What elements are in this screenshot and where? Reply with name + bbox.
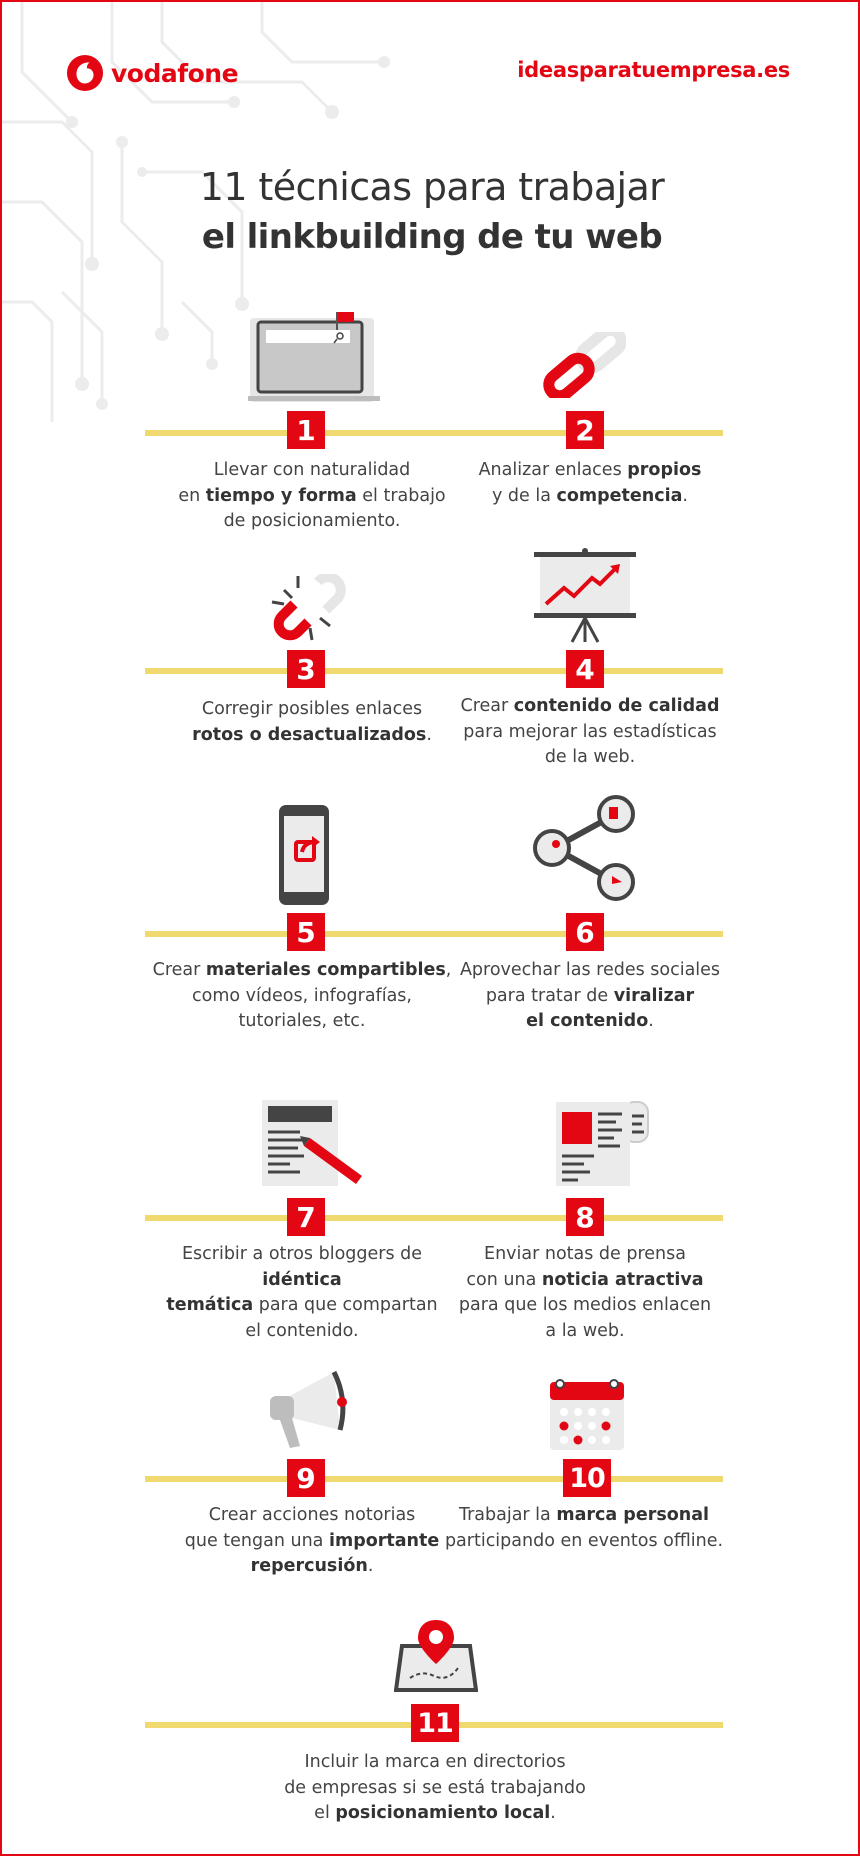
text-run: Crear: [460, 696, 514, 716]
emphasis-text: viralizar: [613, 985, 695, 1006]
description-line: [430, 458, 750, 484]
emphasis-text: el contenido: [526, 1011, 649, 1031]
megaphone-icon: [268, 1368, 352, 1454]
step-description: [152, 458, 472, 535]
description-line: [152, 458, 472, 484]
text-run: Escribir a otros bloggers de: [181, 1244, 423, 1264]
text-run: Trabajar la: [458, 1505, 557, 1525]
description-line: [152, 697, 472, 723]
step-number-badge: 11: [411, 1704, 459, 1742]
title-line-1: 11 técnicas para trabajar: [199, 165, 665, 209]
emphasis-text: materiales compartibles: [205, 960, 446, 980]
title-line-2: el linkbuilding de tu web: [201, 217, 663, 257]
text-run: Enviar notas de prensa: [484, 1244, 686, 1264]
step-number-badge: 6: [566, 913, 604, 951]
description-line: [430, 694, 750, 720]
text-run: Aprovechar las redes sociales: [459, 960, 721, 980]
text-run: .: [648, 1011, 654, 1031]
presentation-chart-icon: [534, 548, 636, 644]
step-description: [430, 458, 750, 509]
step-description: [424, 1503, 744, 1554]
text-run: para que los medios enlacen: [458, 1295, 712, 1315]
text-run: para mejorar las estadísticas: [463, 721, 717, 742]
social-share-icon: [532, 794, 636, 902]
emphasis-text: contenido de calidad: [513, 696, 720, 716]
description-line: [152, 509, 472, 535]
step-description: [275, 1750, 595, 1827]
description-line: [142, 1293, 462, 1319]
emphasis-text: repercusión: [250, 1556, 368, 1576]
divider-line-1: [145, 430, 723, 436]
emphasis-text: tiempo y forma: [205, 485, 357, 506]
text-run: participando en eventos offline.: [444, 1530, 724, 1551]
site-url: ideasparatuempresa.es: [517, 58, 790, 82]
step-number-badge: 10: [563, 1459, 611, 1497]
description-line: [425, 1242, 745, 1268]
description-line: [425, 1293, 745, 1319]
description-line: [142, 1009, 462, 1035]
text-run: .: [367, 1556, 374, 1576]
text-run: Analizar enlaces: [478, 460, 628, 480]
vodafone-logo: [66, 54, 238, 92]
emphasis-text: noticia atractiva: [541, 1269, 704, 1290]
text-run: para tratar de: [485, 985, 614, 1006]
step-description: [430, 958, 750, 1035]
step-description: [152, 697, 472, 748]
vodafone-speechmark-icon: [66, 54, 104, 92]
description-line: [430, 484, 750, 510]
description-line: [430, 720, 750, 746]
text-run: ,: [445, 960, 452, 980]
description-line: [142, 958, 462, 984]
description-line: [425, 1268, 745, 1294]
emphasis-text: idéntica: [262, 1269, 342, 1290]
calendar-icon: [548, 1376, 626, 1452]
text-run: y de la: [492, 485, 557, 506]
text-run: Corregir posibles enlaces: [201, 699, 423, 719]
description-line: [424, 1529, 744, 1555]
step-number-badge: 4: [566, 650, 604, 688]
text-run: a la web.: [545, 1320, 625, 1341]
newspaper-icon: [554, 1100, 650, 1188]
description-line: [430, 1009, 750, 1035]
description-line: [425, 1319, 745, 1345]
emphasis-text: marca personal: [556, 1505, 710, 1525]
divider-line-2: [145, 668, 723, 674]
description-line: [142, 984, 462, 1010]
broken-link-icon: [268, 574, 346, 642]
emphasis-text: competencia: [556, 485, 683, 506]
text-run: que tengan una: [184, 1530, 329, 1551]
description-line: [275, 1750, 595, 1776]
description-line: [430, 745, 750, 771]
text-run: de empresas si se está trabajando: [284, 1777, 586, 1798]
text-run: de la web.: [544, 747, 636, 767]
step-number-badge: 8: [566, 1198, 604, 1236]
text-run: Llevar con naturalidad: [213, 460, 411, 480]
text-run: el: [314, 1803, 336, 1823]
step-description: [142, 958, 462, 1035]
text-run: Crear: [152, 960, 206, 980]
text-run: como vídeos, infografías,: [192, 985, 412, 1006]
text-run: .: [682, 485, 688, 506]
description-line: [152, 484, 472, 510]
description-line: [275, 1776, 595, 1802]
text-run: de posicionamiento.: [223, 511, 401, 531]
step-number-badge: 3: [287, 650, 325, 688]
step-number-badge: 9: [287, 1459, 325, 1497]
document-pencil-icon: [260, 1098, 368, 1188]
step-number-badge: 5: [287, 913, 325, 951]
description-line: [275, 1801, 595, 1827]
description-line: [142, 1319, 462, 1345]
page-title: [2, 162, 860, 262]
description-line: [430, 984, 750, 1010]
step-description: [142, 1242, 462, 1344]
text-run: el trabajo: [356, 485, 446, 506]
text-run: .: [426, 724, 432, 745]
divider-line-3: [145, 931, 723, 937]
emphasis-text: rotos o desactualizados: [192, 724, 427, 745]
laptop-search-icon: [248, 310, 380, 404]
text-run: Incluir la marca en directorios: [304, 1752, 566, 1772]
text-run: en: [178, 485, 206, 506]
step-number-badge: 7: [287, 1198, 325, 1236]
step-number-badge: 1: [287, 411, 325, 449]
map-pin-icon: [394, 1618, 478, 1692]
brand-name: vodafone: [111, 58, 239, 88]
text-run: para que compartan: [253, 1295, 438, 1315]
emphasis-text: importante: [328, 1530, 440, 1551]
emphasis-text: propios: [627, 460, 702, 480]
chain-link-icon: [542, 332, 626, 398]
text-run: .: [550, 1803, 556, 1823]
description-line: [430, 958, 750, 984]
step-number-badge: 2: [566, 411, 604, 449]
text-run: el contenido.: [245, 1320, 359, 1341]
divider-line-5: [145, 1476, 723, 1482]
text-run: con una: [466, 1269, 542, 1290]
emphasis-text: posicionamiento local: [335, 1803, 551, 1823]
description-line: [142, 1242, 462, 1293]
description-line: [152, 1554, 472, 1580]
step-description: [430, 694, 750, 771]
emphasis-text: temática: [166, 1295, 254, 1315]
description-line: [424, 1503, 744, 1529]
step-description: [425, 1242, 745, 1344]
description-line: [152, 723, 472, 749]
text-run: Crear acciones notorias: [208, 1505, 416, 1525]
divider-line-4: [145, 1215, 723, 1221]
text-run: tutoriales, etc.: [238, 1011, 366, 1031]
smartphone-share-icon: [278, 804, 330, 906]
